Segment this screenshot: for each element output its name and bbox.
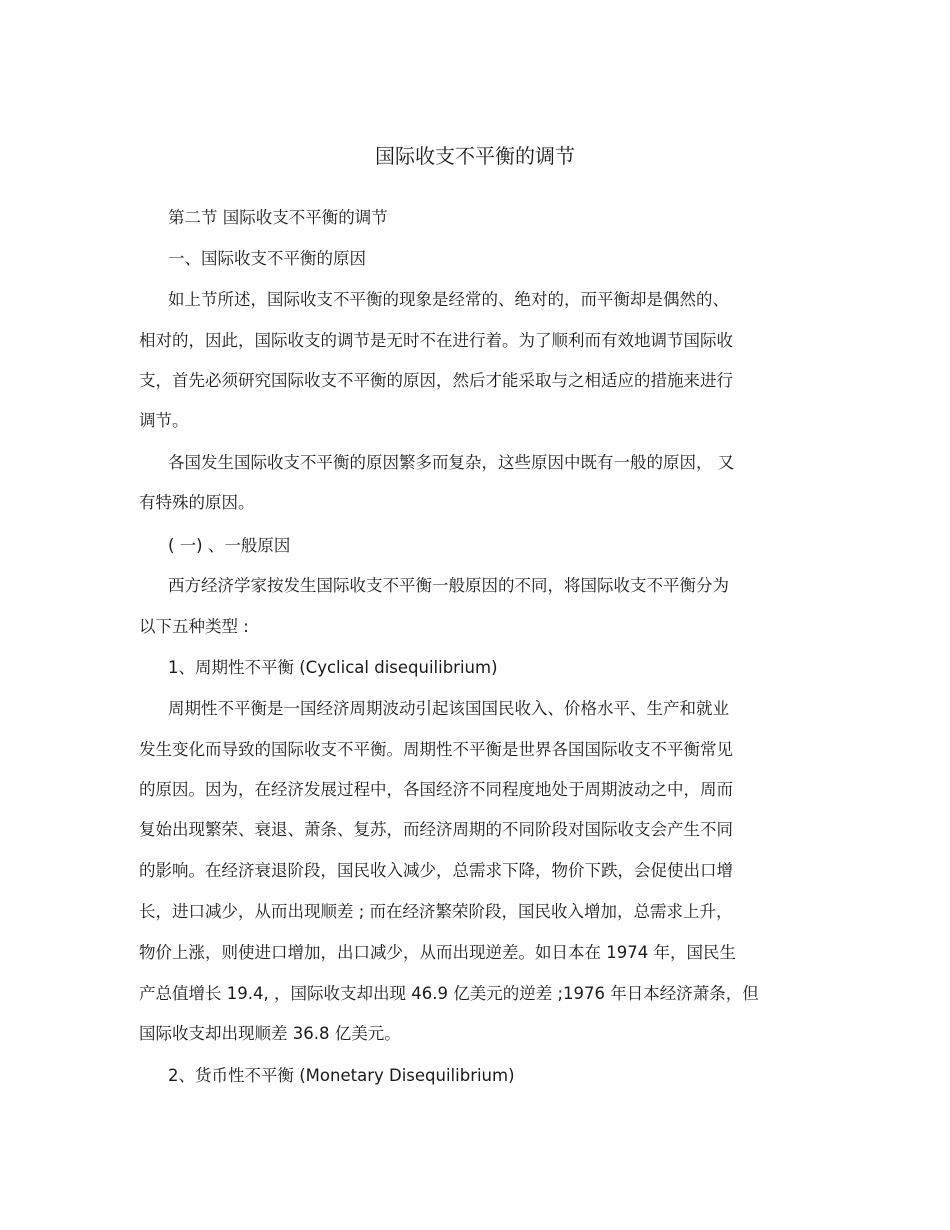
paragraph-line: 如上节所述，国际收支不平衡的现象是经常的、绝对的，而平衡却是偶然的、 bbox=[168, 290, 729, 309]
paragraph-line: 物价上涨，则使进口增加，出口减少，从而出现逆差。如日本在 1974 年，国民生 bbox=[139, 943, 736, 962]
paragraph-line: 有特殊的原因。 bbox=[139, 493, 255, 512]
paragraph-line: 国际收支却出现顺差 36.8 亿美元。 bbox=[139, 1024, 401, 1043]
paragraph-line: 各国发生国际收支不平衡的原因繁多而复杂，这些原因中既有一般的原因， 又 bbox=[168, 453, 735, 472]
paragraph-line: 产总值增长 19.4, ，国际收支却出现 46.9 亿美元的逆差 ;1976 年日本经济萧条，但 bbox=[139, 984, 759, 1003]
paragraph-line: 发生变化而导致的国际收支不平衡。周期性不平衡是世界各国国际收支不平衡常见 bbox=[139, 740, 733, 759]
paragraph-line: 以下五种类型 : bbox=[139, 617, 249, 636]
document-title: 国际收支不平衡的调节 bbox=[375, 144, 575, 168]
subsection-heading: 一、国际收支不平衡的原因 bbox=[168, 249, 366, 268]
paragraph-line: 相对的，因此，国际收支的调节是无时不在进行着。为了顺利而有效地调节国际收 bbox=[139, 331, 733, 350]
paragraph-line: 的影响。在经济衰退阶段，国民收入减少，总需求下降，物价下跌，会促使出口增 bbox=[139, 861, 733, 880]
item-heading: 1、周期性不平衡 (Cyclical disequilibrium) bbox=[168, 658, 498, 677]
paragraph-line: 的原因。因为，在经济发展过程中，各国经济不同程度地处于周期波动之中，周而 bbox=[139, 780, 733, 799]
paragraph-line: 周期性不平衡是一国经济周期波动引起该国国民收入、价格水平、生产和就业 bbox=[168, 699, 729, 718]
paragraph-line: 西方经济学家按发生国际收支不平衡一般原因的不同，将国际收支不平衡分为 bbox=[168, 576, 729, 595]
paragraph-line: 支，首先必须研究国际收支不平衡的原因，然后才能采取与之相适应的措施来进行 bbox=[139, 371, 733, 390]
section-heading: 第二节 国际收支不平衡的调节 bbox=[168, 208, 388, 227]
paragraph-line: 长，进口减少，从而出现顺差 ; 而在经济繁荣阶段，国民收入增加，总需求上升， bbox=[139, 902, 733, 921]
subsection-heading: ( 一) 、一般原因 bbox=[168, 536, 291, 555]
item-heading: 2、货币性不平衡 (Monetary Disequilibrium) bbox=[168, 1066, 515, 1085]
paragraph-line: 调节。 bbox=[139, 411, 189, 430]
paragraph-line: 复始出现繁荣、衰退、萧条、复苏，而经济周期的不同阶段对国际收支会产生不同 bbox=[139, 820, 733, 839]
